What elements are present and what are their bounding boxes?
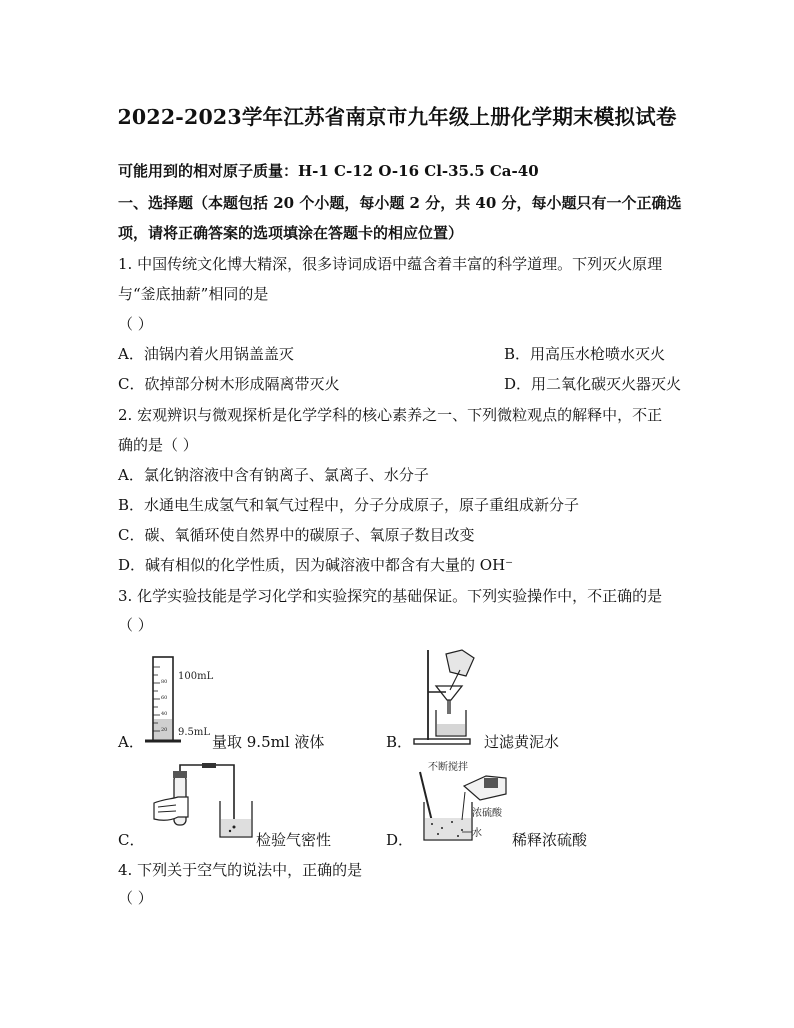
stir-label: 不断搅拌: [428, 762, 468, 773]
water-label: 水: [472, 828, 482, 839]
q3-option-b-letter[interactable]: B．: [386, 733, 413, 751]
q2-stem-line2: 确的是（ ）: [118, 436, 198, 454]
q3-stem-line1: 3. 化学实验技能是学习化学和实验探究的基础保证。下列实验操作中，不正确的是: [118, 587, 663, 605]
q3-option-a-letter[interactable]: A．: [118, 733, 144, 751]
q2-option-c[interactable]: C．碳、氧循环使自然界中的碳原子、氧原子数目改变: [118, 526, 475, 544]
section-heading-line1: 一、选择题（本题包括 20 个小题，每小题 2 分，共 40 分，每小题只有一个正确选: [118, 194, 682, 212]
svg-text:80: 80: [161, 679, 168, 685]
q1-option-c[interactable]: C．砍掉部分树木形成隔离带灭火: [118, 375, 340, 393]
q2-option-d[interactable]: D．碱有相似的化学性质，因为碱溶液中都含有大量的 OH⁻: [118, 556, 514, 574]
q3-option-c-caption: 检验气密性: [256, 831, 332, 849]
q1-answer-paren: （ ）: [118, 315, 153, 333]
atomic-mass-line: 可能用到的相对原子质量：H-1 C-12 O-16 Cl-35.5 Ca-40: [118, 162, 539, 180]
q1-stem-line2: 与“釜底抽薪”相同的是: [118, 285, 269, 303]
q4-answer-paren: （ ）: [118, 889, 153, 907]
q1-option-row2: [118, 374, 682, 394]
cylinder-label-9-5ml: 9.5mL: [178, 727, 211, 738]
q2-stem-line1: 2. 宏观辨识与微观探析是化学学科的核心素养之一、下列微粒观点的解释中，不正: [118, 406, 663, 424]
q1-option-d[interactable]: D．用二氧化碳灭火器灭火: [504, 375, 682, 393]
section-heading-line2: 项，请将正确答案的选项填涂在答题卡的相应位置）: [118, 224, 464, 242]
svg-text:60: 60: [161, 695, 168, 701]
q3-option-d-letter[interactable]: D．: [386, 831, 414, 849]
q3-option-d-caption: 稀释浓硫酸: [512, 831, 588, 849]
q1-option-a[interactable]: A．油锅内着火用锅盖盖灭: [118, 345, 294, 363]
q1-option-b[interactable]: B．用高压水枪喷水灭火: [504, 345, 666, 363]
q3-option-b-caption: 过滤黄泥水: [484, 733, 560, 751]
page-title: 2022-2023学年江苏省南京市九年级上册化学期末模拟试卷: [117, 105, 677, 129]
cylinder-label-100ml: 100mL: [178, 671, 214, 682]
q3-answer-paren: （ ）: [118, 616, 153, 634]
acid-label: 浓硫酸: [472, 808, 502, 819]
svg-text:40: 40: [161, 711, 168, 717]
q2-option-b[interactable]: B．水通电生成氢气和氧气过程中，分子分成原子，原子重组成新分子: [118, 496, 580, 514]
filtration-figure: [410, 648, 484, 748]
q3-option-a-caption: 量取 9.5ml 液体: [212, 733, 325, 751]
q1-stem-line1: 1. 中国传统文化博大精深，很多诗词成语中蕴含着丰富的科学道理。下列灭火原理: [118, 255, 663, 273]
q1-option-row1: [118, 344, 666, 364]
q3-option-c-letter[interactable]: C．: [118, 831, 145, 849]
q4-stem-line1: 4. 下列关于空气的说法中，正确的是: [118, 861, 363, 879]
svg-text:20: 20: [161, 727, 168, 733]
airtightness-figure: [150, 763, 255, 845]
dilution-figure: [410, 758, 516, 846]
q2-option-a[interactable]: A．氯化钠溶液中含有钠离子、氯离子、水分子: [118, 466, 429, 484]
